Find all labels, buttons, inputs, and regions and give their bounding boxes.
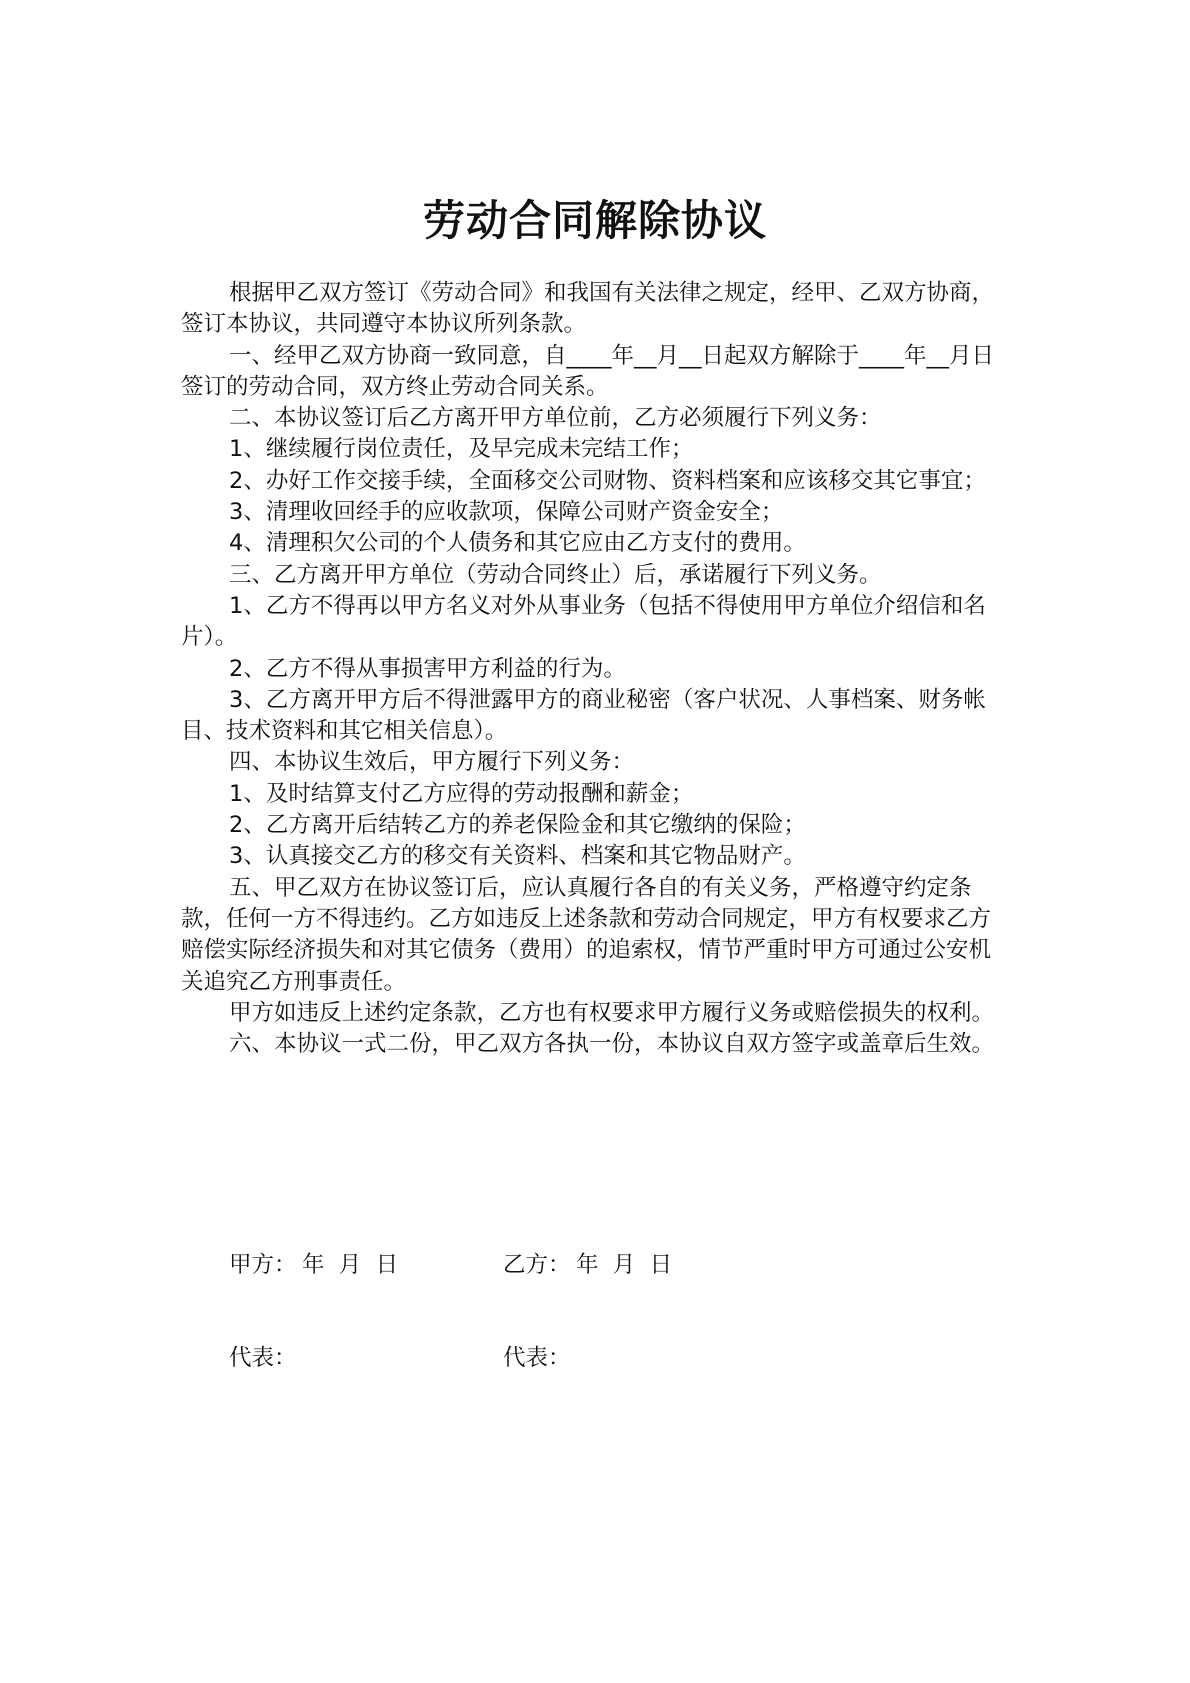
document-body xyxy=(181,278,1011,1060)
paragraph: 三、乙方离开甲方单位（劳动合同终止）后，承诺履行下列义务。 xyxy=(229,561,882,588)
signature-block-party-b xyxy=(503,1187,571,1437)
document-title: 劳动合同解除协议 xyxy=(422,196,767,245)
paragraph: 甲方如违反上述约定条款，乙方也有权要求甲方履行义务或赔偿损失的权利。 xyxy=(229,999,995,1026)
party-a-representative-label: 代表： xyxy=(229,1345,297,1372)
party-b-date: 年 月 日 xyxy=(576,1252,673,1278)
paragraph: 1、乙方不得再以甲方名义对外从事业务（包括不得使用甲方单位介绍信和名片）。 xyxy=(181,592,986,651)
paragraph: 六、本协议一式二份，甲乙双方各执一份，本协议自双方签字或盖章后生效。 xyxy=(229,1031,995,1058)
paragraph: 二、本协议签订后乙方离开甲方单位前，乙方必须履行下列义务： xyxy=(229,405,882,432)
party-a-date: 年 月 日 xyxy=(302,1252,399,1278)
party-a-label: 甲方： xyxy=(229,1251,297,1278)
paragraph: 3、清理收回经手的应收款项，保障公司财产资金安全； xyxy=(229,499,784,526)
paragraph: 4、清理积欠公司的个人债务和其它应由乙方支付的费用。 xyxy=(229,530,806,557)
signature-block-party-a xyxy=(229,1187,297,1437)
paragraph: 3、乙方离开甲方后不得泄露甲方的商业秘密（客户状况、人事档案、财务帐目、技术资料和其它相关信息）。 xyxy=(181,686,986,745)
paragraph: 五、甲乙双方在协议签订后，应认真履行各自的有关义务，严格遵守约定条款，任何一方不得违约。乙方如违反上述条款和劳动合同规定，甲方有权要求乙方赔偿实际经济损失和对其它债务（费用）的追索权，情节严重时甲方可通过公安机关追究乙方刑事责任。 xyxy=(181,874,992,995)
paragraph: 1、继续履行岗位责任，及早完成未完结工作； xyxy=(229,436,694,463)
paragraph: 2、办好工作交接手续，全面移交公司财物、资料档案和应该移交其它事宜； xyxy=(229,467,986,494)
paragraph: 根据甲乙双方签订《劳动合同》和我国有关法律之规定，经甲、乙双方协商，签订本协议，共同遵守本协议所列条款。 xyxy=(181,280,995,338)
paragraph: 3、认真接交乙方的移交有关资料、档案和其它物品财产。 xyxy=(229,843,806,870)
paragraph: 2、乙方离开后结转乙方的养老保险金和其它缴纳的保险； xyxy=(229,812,806,839)
party-b-representative-label: 代表： xyxy=(503,1345,571,1372)
paragraph: 一、经甲乙双方协商一致同意，自____年__月__日起双方解除于____年__月日签订的劳动合同，双方终止劳动合同关系。 xyxy=(181,342,995,400)
party-b-label: 乙方： xyxy=(503,1251,571,1278)
paragraph: 四、本协议生效后，甲方履行下列义务： xyxy=(229,749,635,776)
paragraph: 1、及时结算支付乙方应得的劳动报酬和薪金； xyxy=(229,780,694,807)
paragraph: 2、乙方不得从事损害甲方利益的行为。 xyxy=(229,655,626,682)
